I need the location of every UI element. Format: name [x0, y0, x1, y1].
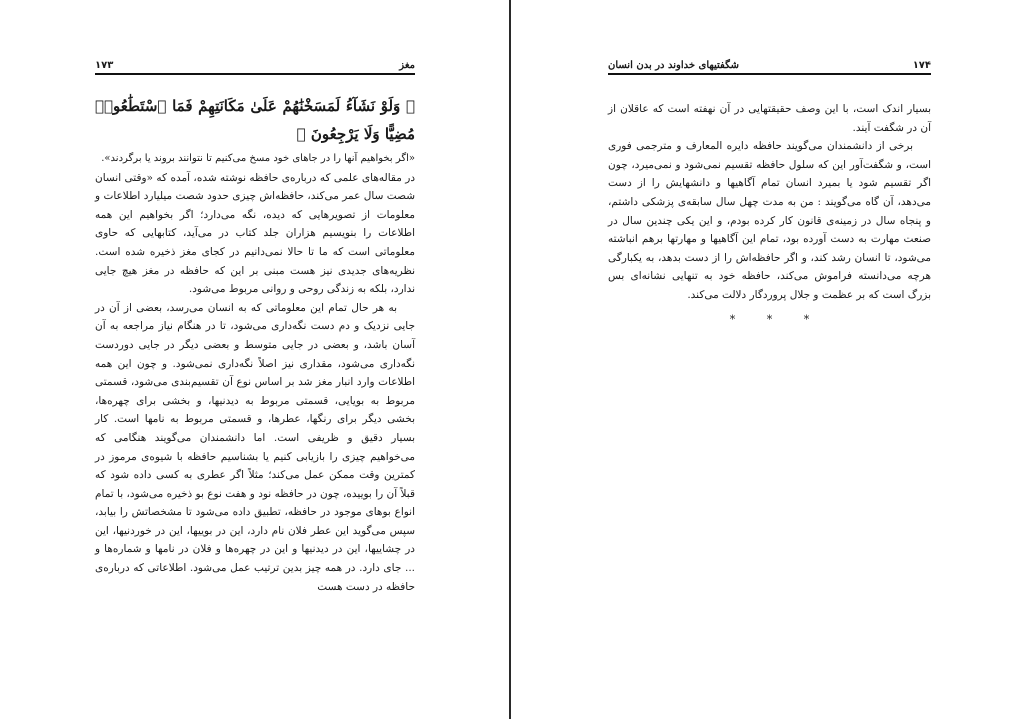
- paragraph: در مقاله‌های علمی که درباره‌ی حافظه نوشته شده، آمده که «وقتی انسان شصت سال عمر می‌کند، حافظه‌اش چیزی حدود شصت میلیارد اطلاعات و معلومات از تصویرهایی که دیده، نگه می‌دارد؛ اگر بخواهیم این همه اطلاعات را بنویسیم هزاران جلد کتاب در می‌آید، کتابهایی که حاوی معلوماتی است که ما تا حالا نمی‌دانیم در کجای مغز ذخیره شده است. نظریه‌های جدیدی نیز هست مبنی بر این که حافظه در مغز هیچ جایی ندارد، بلکه به زندگی روحی و روانی مربوط می‌شود.: [95, 171, 415, 296]
- left-page-header: [95, 58, 415, 72]
- left-header-rule: [95, 73, 415, 75]
- right-page-number: ۱۷۴: [912, 59, 931, 71]
- verse-translation: «اگر بخواهیم آنها را در جاهای خود مسخ می‌کنیم تا نتوانند بروند یا برگردند».: [101, 153, 415, 164]
- separator-star: *: [803, 312, 810, 326]
- right-page: [511, 0, 1018, 719]
- left-running-title: مغز: [399, 59, 415, 71]
- right-page-body: [608, 100, 931, 329]
- right-running-title: شگفتیهای خداوند در بدن انسان: [608, 59, 740, 71]
- left-page-number: ۱۷۳: [95, 59, 114, 71]
- right-page-header: [608, 58, 931, 72]
- paragraph: بسیار اندک است، با این وصف حقیقتهایی در آن نهفته است که عاقلان از آن در شگفت آیند.: [608, 103, 931, 134]
- quran-verse: ﴿ وَلَوْ نَشَآءُ لَمَسَخْنَٰهُمْ عَلَىٰ مَكَانَتِهِمْ فَمَا ٱسْتَطَٰعُوا۟ مُضِيًّا وَلَا يَرْجِعُونَ ﴾: [95, 97, 415, 143]
- paragraph: برخی از دانشمندان می‌گویند حافظه دایره المعارف و مترجمی فوری است، و شگفت‌آور این که سلول حافظه تقسیم نمی‌شود و نمی‌میرد، چون اگر تقسیم شود یا بمیرد انسان تمام آگاهیها و دانشهایش را از دست می‌دهد، آن گاه می‌گویند : من به مدت چهل سال سابقه‌ی پزشکی داشتم، و پنجاه سال در زمینه‌ی قانون کار کرده بودم، و این یکی چندین سال در صنعت مهارت به دست آورده بود، تمام این آگاهیها و مهارتها برهم انباشته می‌شود، تا انسان رشد کند، و اگر حافظه‌اش را از دست بدهد، به یکبارگی هرچه می‌دانسته فراموش می‌کند، حافظه خود به تنهایی نشانه‌ای بس بزرگ است که بر عظمت و جلال پروردگار دلالت می‌کند.: [608, 140, 931, 301]
- separator-star: *: [729, 312, 736, 326]
- section-separator: [608, 311, 931, 330]
- right-header-rule: [608, 73, 931, 75]
- separator-star: *: [766, 312, 773, 326]
- left-page-body: [95, 92, 415, 596]
- paragraph: به هر حال تمام این معلوماتی که به انسان می‌رسد، بعضی از آن در جایی نزدیک و دم دست نگه‌داری می‌شود، تا در هنگام نیاز مراجعه به آن آسان باشد، و بعضی در جایی متوسط و بعضی دیگر در جایی دوردست نگه‌داری می‌شود، مقداری نیز اصلاً نگه‌داری نمی‌شود. و چون این همه اطلاعات وارد انبار مغز شد بر اساس نوع آن تقسیم‌بندی می‌شود، قسمتی مربوط به بویایی، قسمتی مربوط به دیدنیها، و بخشی برای چهره‌ها، بخشی دیگر برای رنگها، عطرها، و قسمتی مربوط به نامها است. کار بسیار دقیق و ظریفی است. اما دانشمندان می‌گویند هنگامی که می‌خواهیم چیزی را بازیابی کنیم یا بشناسیم حافظه با شیوه‌ی مرموز در کمترین وقت ممکن عمل می‌کند؛ مثلاً اگر عطری به کسی داده شود که قبلاً آن را بوییده، چون در حافظه نود و هفت نوع بو ذخیره می‌شود، با تمام انواع بوهای موجود در حافظه، تطبیق داده می‌شود تا مشخصاتش را بیابد، سپس می‌گوید این عطر فلان نام دارد، این در بوییها، این در خوردنیها، این در چشاییها، این در دیدنیها و این در چهره‌ها و فلان در نامها و شماره‌ها و ... جای دارد. در همه چیز بدین ترتیب عمل می‌شود. اطلاعاتی که درباره‌ی حافظه در دست هست: [95, 301, 415, 593]
